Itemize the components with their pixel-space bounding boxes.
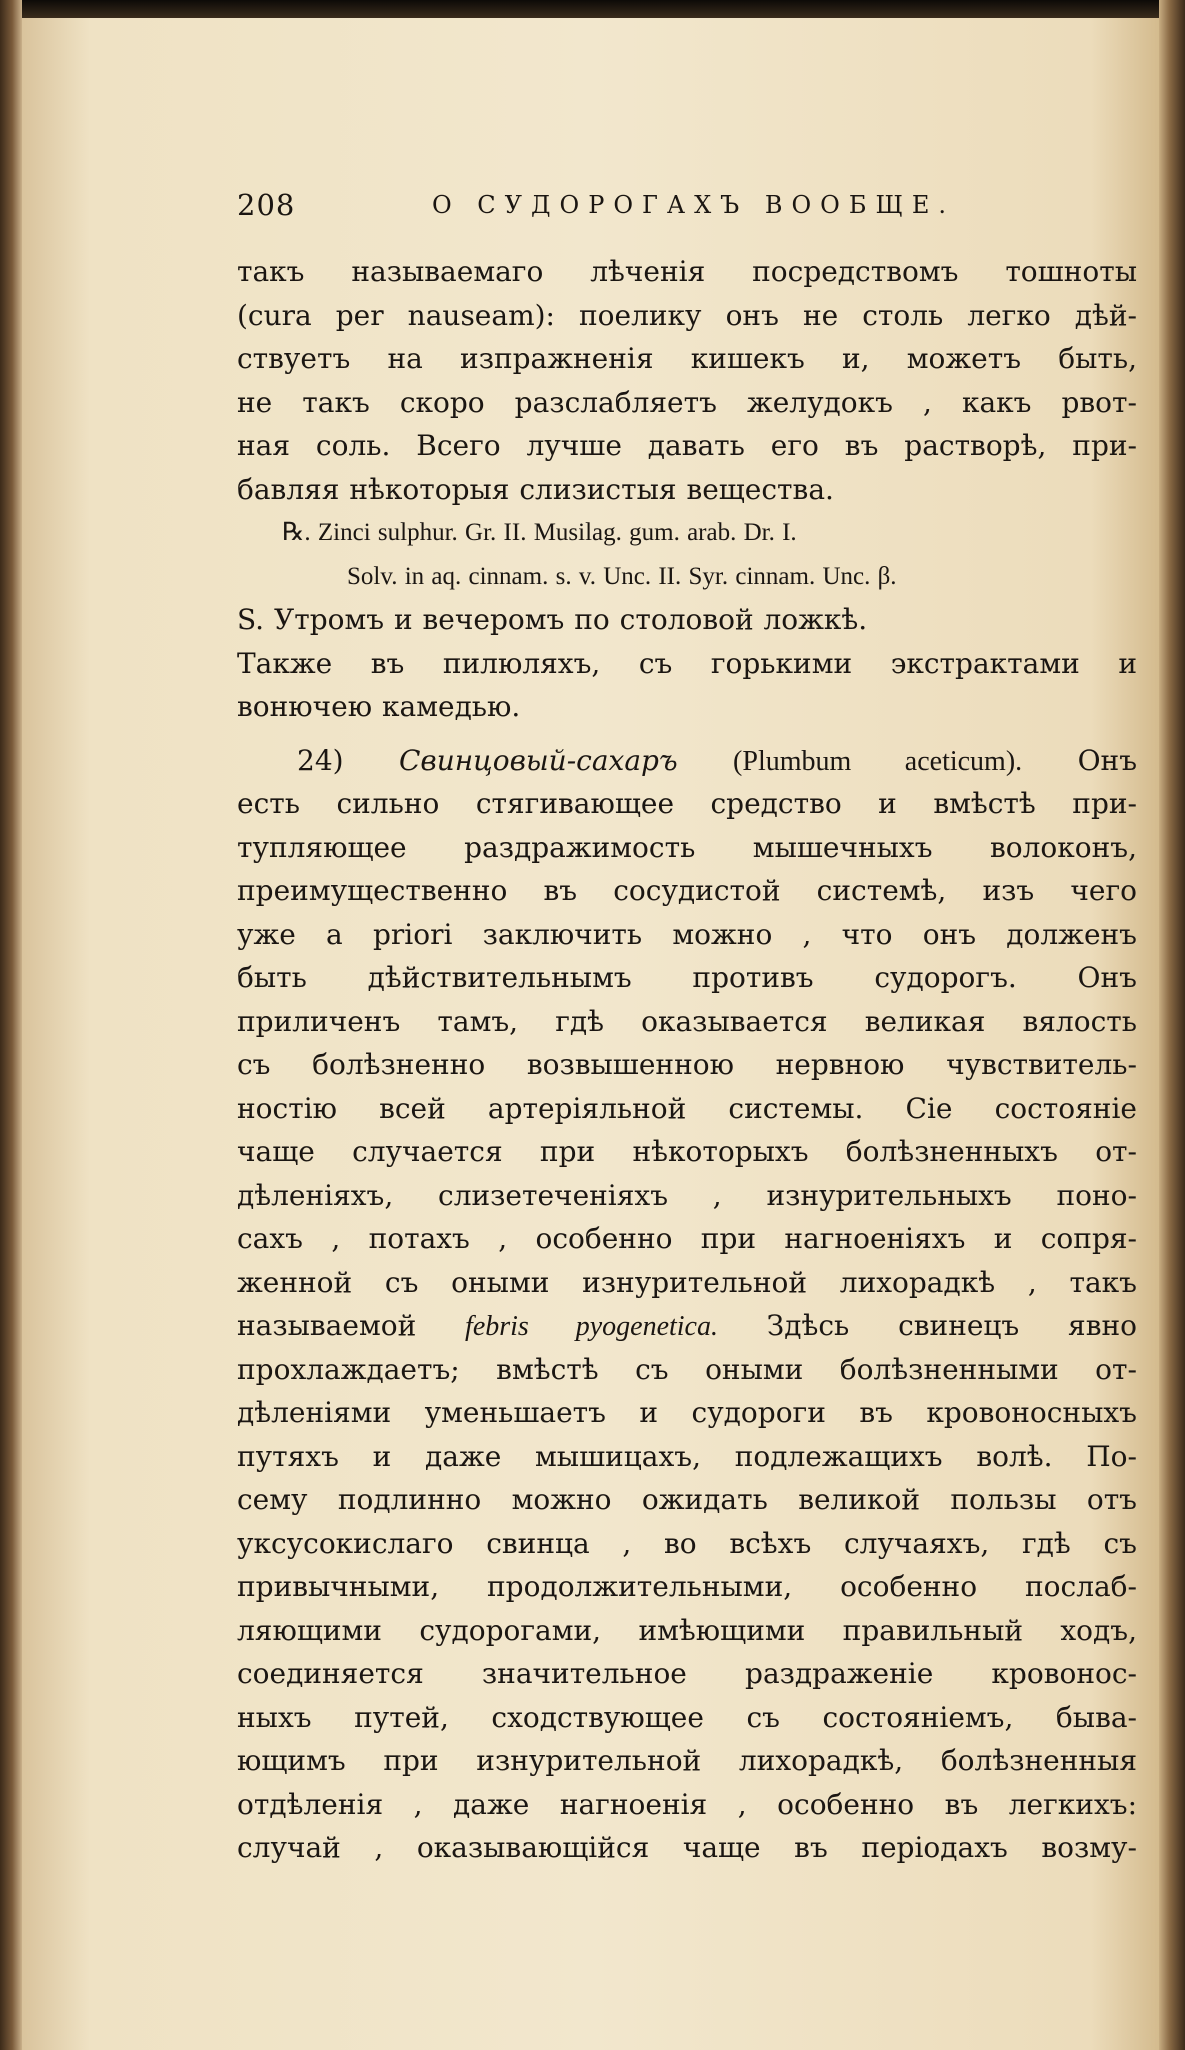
- text-line-febris: [237, 1304, 1137, 1348]
- text-line: дѣленіяхъ, слизетеченіяхъ , изнурительныхъ поно-: [237, 1178, 1137, 1212]
- text-line: ляющими судорогами, имѣющими правильный ходъ,: [237, 1613, 1137, 1647]
- text-line: такъ называемаго лѣченія посредствомъ тошноты: [237, 255, 1137, 288]
- text-line: уже a priori заключить можно , что онъ долженъ: [237, 917, 1137, 951]
- text-line: ствуетъ на изпражненія кишекъ и, можетъ быть,: [237, 342, 1137, 375]
- item-term: Свинцовый-сахаръ: [398, 743, 678, 777]
- text-line: ющимъ при изнурительной лихорадкѣ, болѣзненныя: [237, 1744, 1137, 1777]
- item-latin: (Plumbum aceticum).: [733, 745, 1023, 777]
- text-line-heading: [237, 739, 1137, 783]
- book-top-edge: [0, 0, 1185, 18]
- signa-line: S. Утромъ и вечеромъ по столовой ложкѣ.: [237, 603, 868, 636]
- page-text: [237, 250, 1137, 1870]
- prescription: [237, 511, 1137, 642]
- text-line: прохлаждаетъ; вмѣстѣ съ оными болѣзненными от-: [237, 1352, 1137, 1386]
- text-line: соединяется значительное раздраженіе кровонос-: [237, 1657, 1137, 1690]
- text-line: ностію всей артеріяльной системы. Сіе состояніе: [237, 1091, 1137, 1125]
- text-line: не такъ скоро разслабляетъ желудокъ , какъ рвот-: [237, 385, 1137, 419]
- item-number: 24): [297, 743, 344, 777]
- text-line: съ болѣзненно возвышенною нервною чувствитель-: [237, 1048, 1137, 1081]
- text-line: приличенъ тамъ, гдѣ оказывается великая вялость: [237, 1004, 1137, 1038]
- paragraph-pills: [237, 642, 1137, 729]
- febris-pre: называемой: [237, 1309, 417, 1342]
- febris-post: Здѣсь свинецъ явно: [766, 1309, 1137, 1342]
- text-line: бавляя нѣкоторыя слизистыя вещества.: [237, 472, 834, 506]
- text-line: преимущественно въ сосудистой системѣ, изъ чего: [237, 874, 1137, 907]
- text-line: сему подлинно можно ожидать великой пользы отъ: [237, 1483, 1137, 1516]
- text-line: тупляющее раздражимость мышечныхъ волоконъ,: [237, 830, 1137, 864]
- text-line: случай , оказывающійся чаще въ періодахъ возму-: [237, 1831, 1137, 1864]
- text-line: уксусокислаго свинца , во всѣхъ случаяхъ, гдѣ съ: [237, 1526, 1137, 1560]
- text-line: дѣленіями уменьшаетъ и судороги въ кровоносныхъ: [237, 1396, 1137, 1429]
- prescription-line: ℞. Zinci sulphur. Gr. II. Musilag. gum. arab. Dr. I.: [282, 519, 797, 546]
- text-line: путяхъ и даже мышицахъ, подлежащихъ волѣ. По-: [237, 1439, 1137, 1473]
- page-number: 208: [237, 188, 296, 222]
- text-line: Также въ пилюляхъ, съ горькими экстрактами и: [237, 646, 1137, 680]
- text-line: вонючею камедью.: [237, 690, 521, 723]
- text-line: чаще случается при нѣкоторыхъ болѣзненныхъ от-: [237, 1135, 1137, 1168]
- text-line: привычными, продолжительными, особенно послаб-: [237, 1570, 1137, 1603]
- book-fore-edge: [1159, 0, 1185, 2050]
- text-line: отдѣленія , даже нагноенія , особенно въ легкихъ:: [237, 1787, 1137, 1821]
- item-rest: Онъ: [1077, 743, 1138, 777]
- text-line: ныхъ путей, сходствующее съ состояніемъ, быва-: [237, 1700, 1137, 1734]
- prescription-line: Solv. in aq. cinnam. s. v. Unc. II. Syr. cinnam. Unc. β.: [347, 562, 897, 590]
- book-page: [22, 18, 1159, 2050]
- page-header: [237, 188, 977, 228]
- text-line: ная соль. Всего лучше давать его въ растворѣ, при-: [237, 429, 1137, 462]
- text-line: сахъ , потахъ , особенно при нагноеніяхъ и сопря-: [237, 1222, 1137, 1255]
- paragraph-continued: [237, 250, 1137, 511]
- text-line: есть сильно стягивающее средство и вмѣстѣ при-: [237, 787, 1137, 820]
- text-line: (cura per nauseam): поелику онъ не столь легко дѣй-: [237, 298, 1137, 332]
- book-spine-shadow: [0, 0, 22, 2050]
- text-line: женной съ оными изнурительной лихорадкѣ , такъ: [237, 1265, 1137, 1299]
- febris-term: febris pyogenetica.: [465, 1311, 718, 1342]
- running-title: О СУДОРОГАХЪ ВООБЩЕ.: [432, 191, 956, 219]
- paragraph-lead-sugar: [237, 739, 1137, 1870]
- text-line: быть дѣйствительнымъ противъ судорогъ. Онъ: [237, 961, 1137, 994]
